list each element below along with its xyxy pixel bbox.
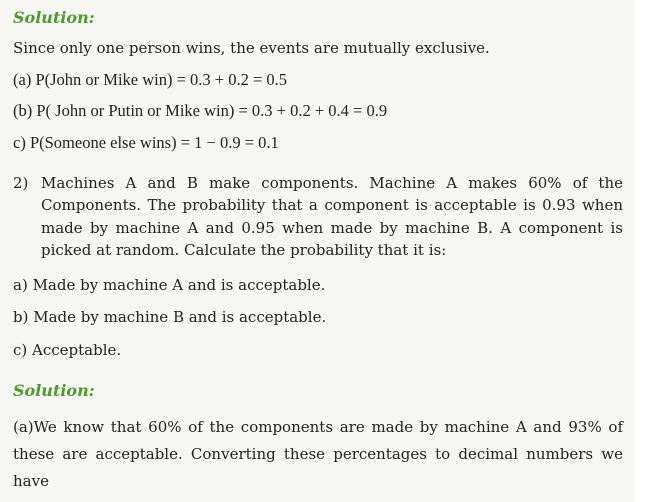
question-2 <box>13 172 623 261</box>
option-c: c) Acceptable. <box>13 341 122 359</box>
equation-b: (b) P( John or Putin or Mike win) = 0.3 + 0.2 + 0.4 = 0.9 <box>13 101 388 120</box>
equation-a: (a) P(John or Mike win) = 0.3 + 0.2 = 0.5 <box>13 70 288 89</box>
equation-c: c) P(Someone else wins) = 1 − 0.9 = 0.1 <box>13 133 279 152</box>
question-number: 2) <box>13 174 29 192</box>
option-b: b) Made by machine B and is acceptable. <box>13 308 327 326</box>
question-text: Machines A and B make components. Machine A makes 60% of the Components. The probability that a component is acceptable is 0.93 when made by machine A and 0.95 when made by machine B. A component is picked at random. Calculate the probability that it is: <box>41 174 623 259</box>
solution-2-text: (a)We know that 60% of the components are made by machine A and 93% of these are acceptable. Converting these percentages to decimal numbers we have <box>13 418 623 490</box>
solution-heading-2: Solution: <box>13 381 95 400</box>
option-a: a) Made by machine A and is acceptable. <box>13 276 326 294</box>
solution-intro: Since only one person wins, the events are mutually exclusive. <box>13 39 490 57</box>
solution-heading-1: Solution: <box>13 8 95 27</box>
